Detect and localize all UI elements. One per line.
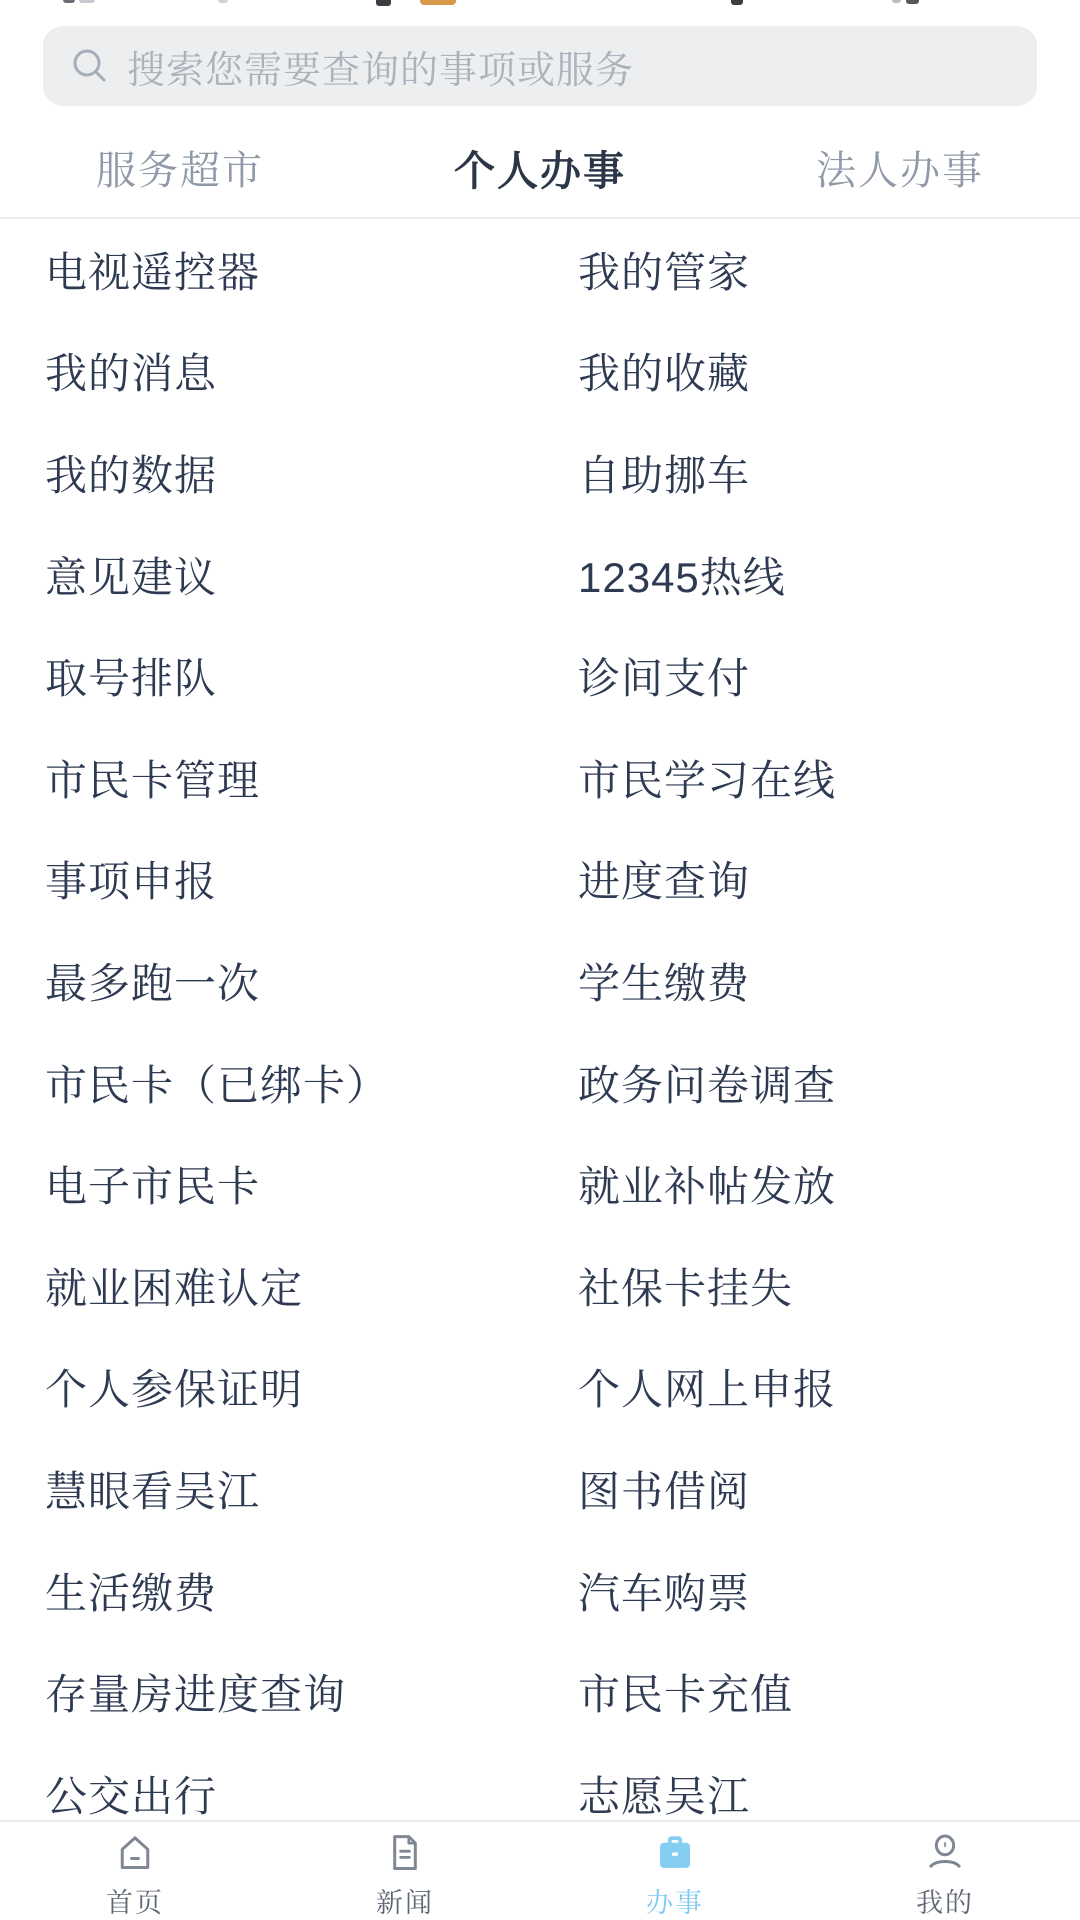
service-item[interactable]: 慧眼看吴江: [45, 1467, 261, 1515]
service-item[interactable]: 12345热线: [578, 553, 786, 601]
status-icon-fragment: [376, 0, 391, 6]
search-placeholder: 搜索您需要查询的事项或服务: [127, 49, 635, 92]
service-item[interactable]: 进度查询: [578, 858, 751, 906]
nav-label: 首页: [106, 1888, 164, 1918]
home-icon: [109, 1830, 161, 1875]
news-icon: [379, 1830, 431, 1875]
service-item[interactable]: 意见建议: [45, 553, 218, 601]
tab-corporate-affairs[interactable]: 法人办事: [816, 149, 984, 193]
service-row: [0, 1133, 1080, 1235]
nav-item-profile[interactable]: [810, 1822, 1080, 1920]
service-list: [0, 219, 1080, 1820]
service-item[interactable]: 诊间支付: [578, 655, 751, 703]
service-item[interactable]: 汽车购票: [578, 1569, 751, 1617]
status-icon-fragment: [218, 0, 228, 3]
service-item[interactable]: 取号排队: [45, 655, 218, 703]
search-icon: [69, 45, 111, 87]
service-item[interactable]: 我的消息: [45, 350, 218, 398]
service-row: [0, 219, 1080, 321]
service-item[interactable]: 个人网上申报: [578, 1366, 837, 1414]
tab-personal-affairs[interactable]: 个人办事: [454, 148, 626, 194]
service-item[interactable]: 市民学习在线: [578, 756, 837, 804]
service-item[interactable]: 存量房进度查询: [45, 1671, 347, 1719]
service-item[interactable]: 电视遥控器: [45, 248, 261, 296]
service-item[interactable]: 自助挪车: [578, 451, 751, 499]
search-bar[interactable]: [43, 26, 1037, 106]
service-item[interactable]: 就业补帖发放: [578, 1163, 837, 1211]
nav-label: 新闻: [376, 1888, 434, 1918]
briefcase-icon: [649, 1830, 701, 1875]
service-row: [0, 727, 1080, 829]
service-item[interactable]: 我的收藏: [578, 350, 751, 398]
status-icon-fragment: [731, 0, 743, 5]
status-icon-fragment: [79, 0, 95, 3]
service-row: [0, 1235, 1080, 1337]
nav-item-home[interactable]: [0, 1822, 270, 1920]
service-row: [0, 422, 1080, 524]
service-row: [0, 930, 1080, 1032]
service-item[interactable]: 公交出行: [45, 1772, 218, 1820]
service-item[interactable]: 个人参保证明: [45, 1366, 304, 1414]
service-item[interactable]: 政务问卷调查: [578, 1061, 837, 1109]
service-row: [0, 1641, 1080, 1743]
service-item[interactable]: 我的管家: [578, 248, 751, 296]
status-icon-fragment: [892, 0, 901, 3]
service-row: [0, 1743, 1080, 1820]
service-item[interactable]: 最多跑一次: [45, 959, 261, 1007]
service-row: [0, 1032, 1080, 1134]
service-row: [0, 625, 1080, 727]
service-item[interactable]: 生活缴费: [45, 1569, 218, 1617]
status-icon-fragment: [63, 0, 75, 3]
tab-bar: [0, 118, 1080, 217]
service-row: [0, 1337, 1080, 1439]
nav-item-affairs[interactable]: [540, 1822, 810, 1920]
service-row: [0, 1438, 1080, 1540]
service-item[interactable]: 市民卡充值: [578, 1671, 794, 1719]
service-item[interactable]: 电子市民卡: [45, 1163, 261, 1211]
tab-service-market[interactable]: 服务超市: [96, 149, 264, 193]
status-icon-fragment: [420, 0, 456, 5]
status-icon-fragment: [906, 0, 919, 4]
bottom-nav: [0, 1820, 1080, 1920]
nav-item-news[interactable]: [270, 1822, 540, 1920]
nav-label: 办事: [646, 1888, 704, 1918]
service-row: [0, 1540, 1080, 1642]
service-item[interactable]: 事项申报: [45, 858, 218, 906]
service-item[interactable]: 志愿吴江: [578, 1772, 751, 1820]
service-item[interactable]: 我的数据: [45, 451, 218, 499]
service-row: [0, 524, 1080, 626]
service-item[interactable]: 社保卡挂失: [578, 1264, 794, 1312]
service-item[interactable]: 市民卡管理: [45, 756, 261, 804]
service-item[interactable]: 学生缴费: [578, 959, 751, 1007]
service-item[interactable]: 市民卡（已绑卡）: [45, 1061, 390, 1109]
service-item[interactable]: 就业困难认定: [45, 1264, 304, 1312]
service-row: [0, 321, 1080, 423]
service-row: [0, 829, 1080, 931]
status-bar: [0, 0, 1080, 10]
service-item[interactable]: 图书借阅: [578, 1467, 751, 1515]
nav-label: 我的: [916, 1888, 974, 1918]
profile-icon: [919, 1830, 971, 1875]
